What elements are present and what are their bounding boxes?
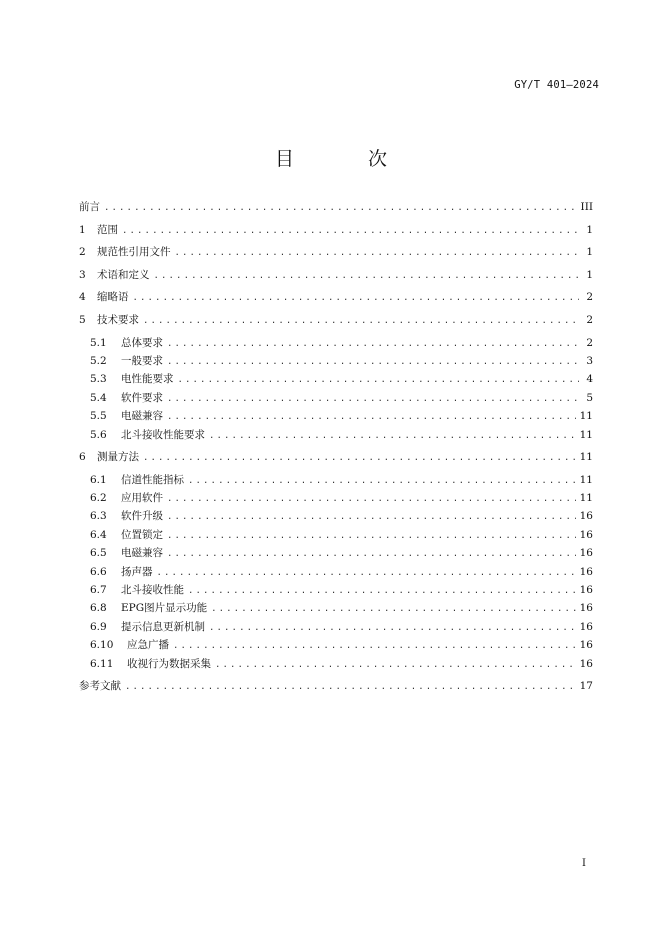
toc-entry-6-10[interactable]	[79, 638, 593, 653]
toc-entry-label: 提示信息更新机制	[121, 620, 205, 633]
toc-entry-label: 电磁兼容	[121, 410, 163, 423]
toc-entry-5-5[interactable]	[79, 409, 593, 424]
standard-code: GY/T 401—2024	[514, 79, 599, 91]
toc-leader-dots	[122, 224, 579, 238]
toc-entry-number: 6.5	[90, 547, 107, 560]
toc-entry-page: 5	[586, 391, 593, 404]
toc-entry-6-9[interactable]	[79, 620, 593, 635]
toc-entry-label: 范围	[97, 223, 118, 236]
toc-entry-label: 应用软件	[121, 492, 163, 505]
toc-entry-page: 16	[579, 620, 593, 633]
toc-entry-number: 5.6	[90, 428, 107, 441]
toc-leader-dots	[167, 392, 579, 406]
toc-leader-dots	[167, 510, 576, 524]
toc-leader-dots	[133, 291, 580, 305]
toc-leader-dots	[209, 429, 576, 443]
toc-leader-dots	[143, 314, 579, 328]
table-of-contents	[79, 200, 593, 702]
toc-leader-dots	[167, 492, 576, 506]
toc-entry-number: 2	[79, 246, 86, 259]
toc-entry-page: 11	[579, 492, 593, 505]
toc-entry-number: 5	[79, 313, 86, 326]
toc-entry-number: 1	[79, 223, 86, 236]
toc-entry-page: 3	[586, 354, 593, 367]
toc-leader-dots	[215, 658, 576, 672]
toc-entry-6-5[interactable]	[79, 546, 593, 561]
toc-entry-number: 6.8	[90, 602, 107, 615]
toc-entry-page: 4	[586, 373, 593, 386]
toc-entry-page: 1	[586, 268, 593, 281]
toc-leader-dots	[125, 680, 576, 694]
toc-entry-label: 北斗接收性能要求	[121, 428, 205, 441]
page-title: 目 次	[274, 148, 422, 170]
toc-entry-number: 5.5	[90, 410, 107, 423]
toc-entry-number: 6.3	[90, 510, 107, 523]
toc-entry-number: 5.1	[90, 336, 107, 349]
toc-entry-number: 6	[79, 451, 86, 464]
toc-entry-6-2[interactable]	[79, 491, 593, 506]
toc-entry-page: 17	[579, 680, 593, 693]
toc-entry-number: 6.11	[90, 657, 114, 670]
toc-entry-5[interactable]	[79, 313, 593, 328]
toc-entry-page: 2	[586, 336, 593, 349]
toc-leader-dots	[209, 621, 576, 635]
toc-entry-label: 前言	[79, 201, 100, 213]
toc-entry-label: 规范性引用文件	[97, 246, 171, 259]
toc-entry-page: 11	[579, 473, 593, 486]
toc-entry-page: 11	[579, 428, 593, 441]
toc-entry-page: 16	[579, 510, 593, 523]
toc-entry-6-11[interactable]	[79, 657, 593, 672]
toc-entry-label: 电性能要求	[121, 373, 174, 386]
toc-entry-5-1[interactable]	[79, 336, 593, 351]
toc-leader-dots	[175, 246, 580, 260]
toc-entry-label: 扬声器	[121, 565, 153, 578]
toc-leader-dots	[167, 529, 576, 543]
toc-entry-6[interactable]	[79, 450, 593, 465]
toc-entry-number: 6.7	[90, 584, 107, 597]
toc-entry-6-7[interactable]	[79, 583, 593, 598]
toc-entry-number: 6.10	[90, 639, 114, 652]
toc-entry-page: 16	[579, 565, 593, 578]
toc-entry-label: 技术要求	[97, 313, 139, 326]
toc-entry-label: 一般要求	[121, 354, 163, 367]
toc-leader-dots	[188, 474, 576, 488]
toc-entry-foreword[interactable]	[79, 200, 593, 215]
toc-entry-number: 6.9	[90, 620, 107, 633]
toc-entry-1[interactable]	[79, 223, 593, 238]
toc-entry-references[interactable]	[79, 679, 593, 694]
toc-entry-page: 1	[586, 223, 593, 236]
toc-entry-label: 术语和定义	[97, 268, 150, 281]
toc-entry-page: III	[580, 201, 593, 213]
toc-leader-dots	[154, 269, 580, 283]
toc-entry-page: 2	[586, 291, 593, 304]
toc-entry-label: 收视行为数据采集	[127, 657, 211, 670]
toc-entry-page: 11	[579, 451, 593, 464]
toc-leader-dots	[104, 201, 577, 215]
toc-entry-label: 测量方法	[97, 451, 139, 464]
toc-entry-label: 总体要求	[121, 336, 163, 349]
toc-entry-2[interactable]	[79, 245, 593, 260]
toc-entry-number: 5.3	[90, 373, 107, 386]
toc-entry-number: 6.6	[90, 565, 107, 578]
toc-entry-5-2[interactable]	[79, 354, 593, 369]
toc-entry-6-8[interactable]	[79, 601, 593, 616]
toc-leader-dots	[167, 355, 579, 369]
toc-leader-dots	[188, 584, 576, 598]
toc-entry-label: 位置锁定	[121, 528, 163, 541]
toc-entry-5-4[interactable]	[79, 391, 593, 406]
toc-entry-page: 16	[579, 657, 593, 670]
toc-entry-label: 软件升级	[121, 510, 163, 523]
toc-leader-dots	[211, 602, 576, 616]
toc-leader-dots	[178, 373, 580, 387]
toc-entry-label: 参考文献	[79, 680, 121, 693]
toc-leader-dots	[173, 639, 576, 653]
toc-entry-6-6[interactable]	[79, 565, 593, 580]
toc-entry-number: 3	[79, 268, 86, 281]
toc-entry-number: 6.1	[90, 473, 107, 486]
toc-leader-dots	[167, 410, 576, 424]
toc-entry-6-1[interactable]	[79, 473, 593, 488]
toc-entry-label: 应急广播	[127, 639, 169, 652]
toc-entry-number: 5.2	[90, 354, 107, 367]
toc-entry-6-4[interactable]	[79, 528, 593, 543]
toc-leader-dots	[143, 451, 576, 465]
toc-entry-page: 11	[579, 410, 593, 423]
toc-entry-5-6[interactable]	[79, 428, 593, 443]
toc-entry-label: 信道性能指标	[121, 473, 184, 486]
toc-entry-label: 软件要求	[121, 391, 163, 404]
toc-entry-6-3[interactable]	[79, 509, 593, 524]
toc-entry-5-3[interactable]	[79, 372, 593, 387]
toc-entry-label: 电磁兼容	[121, 547, 163, 560]
toc-entry-number: 5.4	[90, 391, 107, 404]
toc-entry-label: 北斗接收性能	[121, 584, 184, 597]
toc-entry-page: 16	[579, 602, 593, 615]
page-number: I	[582, 858, 586, 869]
toc-entry-number: 6.2	[90, 492, 107, 505]
toc-leader-dots	[157, 566, 576, 580]
toc-entry-4[interactable]	[79, 290, 593, 305]
toc-entry-page: 16	[579, 547, 593, 560]
toc-entry-page: 16	[579, 639, 593, 652]
toc-entry-page: 16	[579, 584, 593, 597]
toc-entry-label: 缩略语	[97, 291, 129, 304]
toc-entry-label: EPG图片显示功能	[121, 602, 208, 615]
toc-entry-number: 4	[79, 291, 86, 304]
toc-leader-dots	[167, 547, 576, 561]
toc-leader-dots	[167, 337, 579, 351]
toc-entry-number: 6.4	[90, 528, 107, 541]
toc-entry-page: 2	[586, 313, 593, 326]
toc-entry-page: 1	[586, 246, 593, 259]
toc-entry-page: 16	[579, 528, 593, 541]
toc-entry-3[interactable]	[79, 268, 593, 283]
